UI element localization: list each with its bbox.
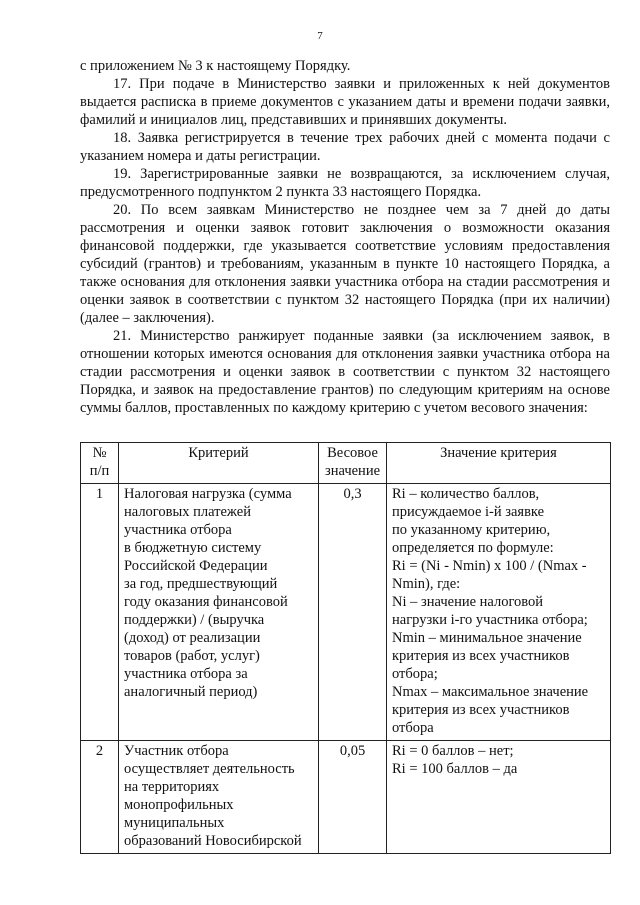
row-criterion: Участник отбора осуществляет деятельность на территориях монопрофильных муниципальных образований Новосибирской <box>119 741 319 854</box>
paragraph-21: 21. Министерство ранжирует поданные заявки (за исключением заявок, в отношении которых имеются основания для отклонения заявки участника отбора на стадии рассмотрения и оценки заявок в соответствии с пунктом 32 настоящего Порядка, и заявок на предоставление грантов) по следующим критериям на основе суммы баллов, проставленных по каждому критерию с учетом весового значения: <box>80 328 610 416</box>
row-weight: 0,05 <box>319 741 387 854</box>
row-number: 1 <box>81 484 119 741</box>
table-row <box>81 741 611 854</box>
paragraph-17: 17. При подаче в Министерство заявки и приложенных к ней документов выдается расписка в приеме документов с указанием даты и времени подачи заявки, фамилий и инициалов лиц, представивших и принявших документы. <box>80 76 610 128</box>
criteria-table <box>80 442 611 854</box>
row-value: Ri = 0 баллов – нет; Ri = 100 баллов – да <box>387 741 611 854</box>
header-number: № п/п <box>81 443 119 484</box>
paragraph-19: 19. Зарегистрированные заявки не возвращаются, за исключением случая, предусмотренного подпунктом 2 пункта 33 настоящего Порядка. <box>80 166 610 200</box>
page-number: 7 <box>317 30 323 42</box>
paragraph-continuation: с приложением № 3 к настоящему Порядку. <box>80 58 351 74</box>
table-row <box>81 484 611 741</box>
paragraph-18: 18. Заявка регистрируется в течение трех рабочих дней с момента подачи с указанием номера и даты регистрации. <box>80 130 610 164</box>
row-criterion: Налоговая нагрузка (сумма налоговых платежей участника отбора в бюджетную систему Российской Федерации за год, предшествующий году оказания финансовой поддержки) / (выручка (доход) от реализации товаров (работ, услуг) участника отбора за аналогичный период) <box>119 484 319 741</box>
table-header-row <box>81 443 611 484</box>
header-value: Значение критерия <box>387 443 611 484</box>
row-weight: 0,3 <box>319 484 387 741</box>
body-text <box>80 57 610 417</box>
row-value: Ri – количество баллов, присуждаемое i-й заявке по указанному критерию, определяется по формуле: Ri = (Ni - Nmin) x 100 / (Nmax - Nmin), где: Ni – значение налоговой нагрузки i-го участника отбора; Nmin – минимальное значение критерия из всех участников отбора; Nmax – максимальное значение критерия из всех участников отбора <box>387 484 611 741</box>
header-weight: Весовое значение <box>319 443 387 484</box>
row-number: 2 <box>81 741 119 854</box>
header-criterion: Критерий <box>119 443 319 484</box>
paragraph-20: 20. По всем заявкам Министерство не позднее чем за 7 дней до даты рассмотрения и оценки заявок готовит заключения о возможности оказания финансовой поддержки, где указывается соответствие условиям предоставления субсидий (грантов) и требованиям, указанным в пункте 10 настоящего Порядка, а также основания для отклонения заявки участника отбора на стадии рассмотрения и оценки заявок в соответствии с пунктом 32 настоящего Порядка (при их наличии) (далее – заключения). <box>80 202 610 326</box>
